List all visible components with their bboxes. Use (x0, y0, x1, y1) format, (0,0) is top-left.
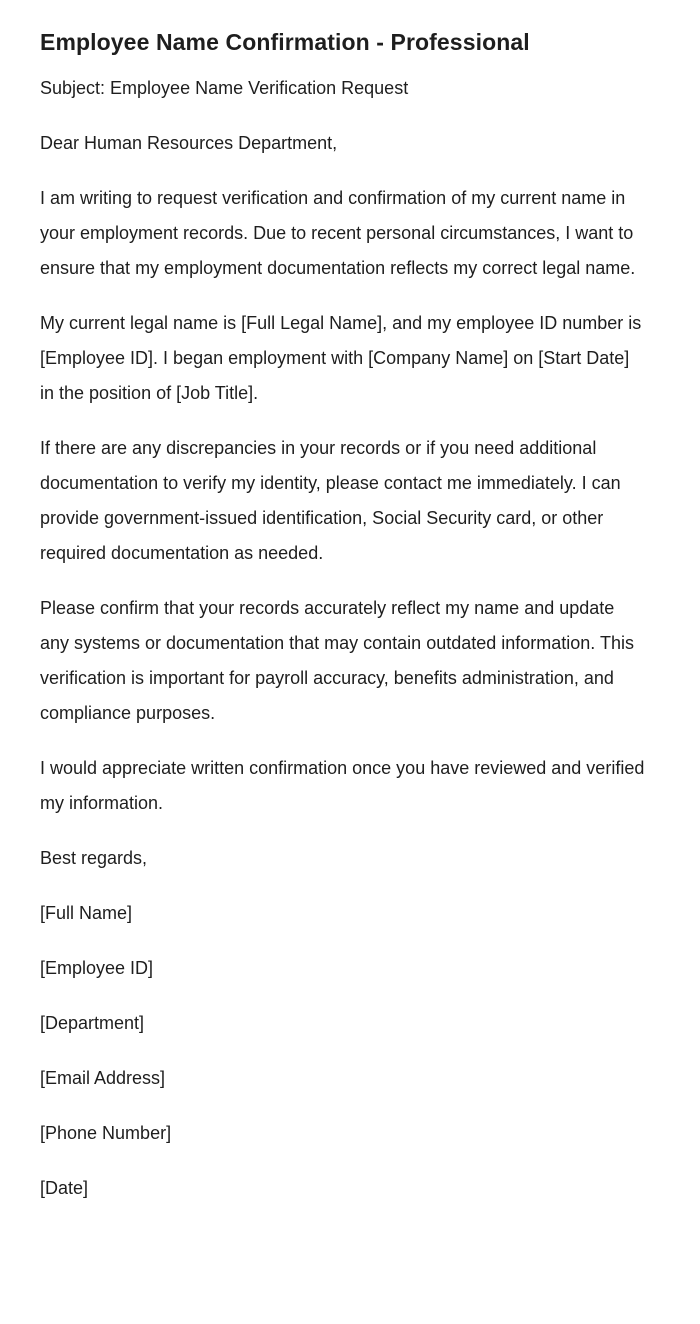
signature-line-date: [Date] (40, 1178, 89, 1198)
letter-paragraph: If there are any discrepancies in your records or if you need additional documentation to verify my identity, please contact me immediately. I can provide government-issued identification, Social Security card, or other required documentation as needed. (40, 438, 621, 563)
signature-line-employee-id: [Employee ID] (40, 958, 154, 978)
letter-paragraph: My current legal name is [Full Legal Name], and my employee ID number is [Employee ID]. I began employment with [Company Name] on [Start Date] in the position of [Job Title]. (40, 313, 642, 403)
signature-line-full-name: [Full Name] (40, 903, 133, 923)
subject-line: Subject: Employee Name Verification Request (40, 78, 409, 98)
salutation: Dear Human Resources Department, (40, 133, 338, 153)
closing: Best regards, (40, 848, 148, 868)
signature-line-email-address: [Email Address] (40, 1068, 166, 1088)
letter-paragraph: I would appreciate written confirmation once you have reviewed and verified my information. (40, 758, 645, 813)
letter-paragraph: I am writing to request verification and confirmation of my current name in your employment records. Due to recent personal circumstances, I want to ensure that my employment documentation reflects my correct legal name. (40, 188, 636, 278)
signature-line-department: [Department] (40, 1013, 145, 1033)
page-title: Employee Name Confirmation - Professional (40, 29, 530, 55)
signature-line-phone-number: [Phone Number] (40, 1123, 172, 1143)
letter-paragraph: Please confirm that your records accurately reflect my name and update any systems or documentation that may contain outdated information. This verification is important for payroll accuracy, benefits administration, and compliance purposes. (40, 598, 634, 723)
